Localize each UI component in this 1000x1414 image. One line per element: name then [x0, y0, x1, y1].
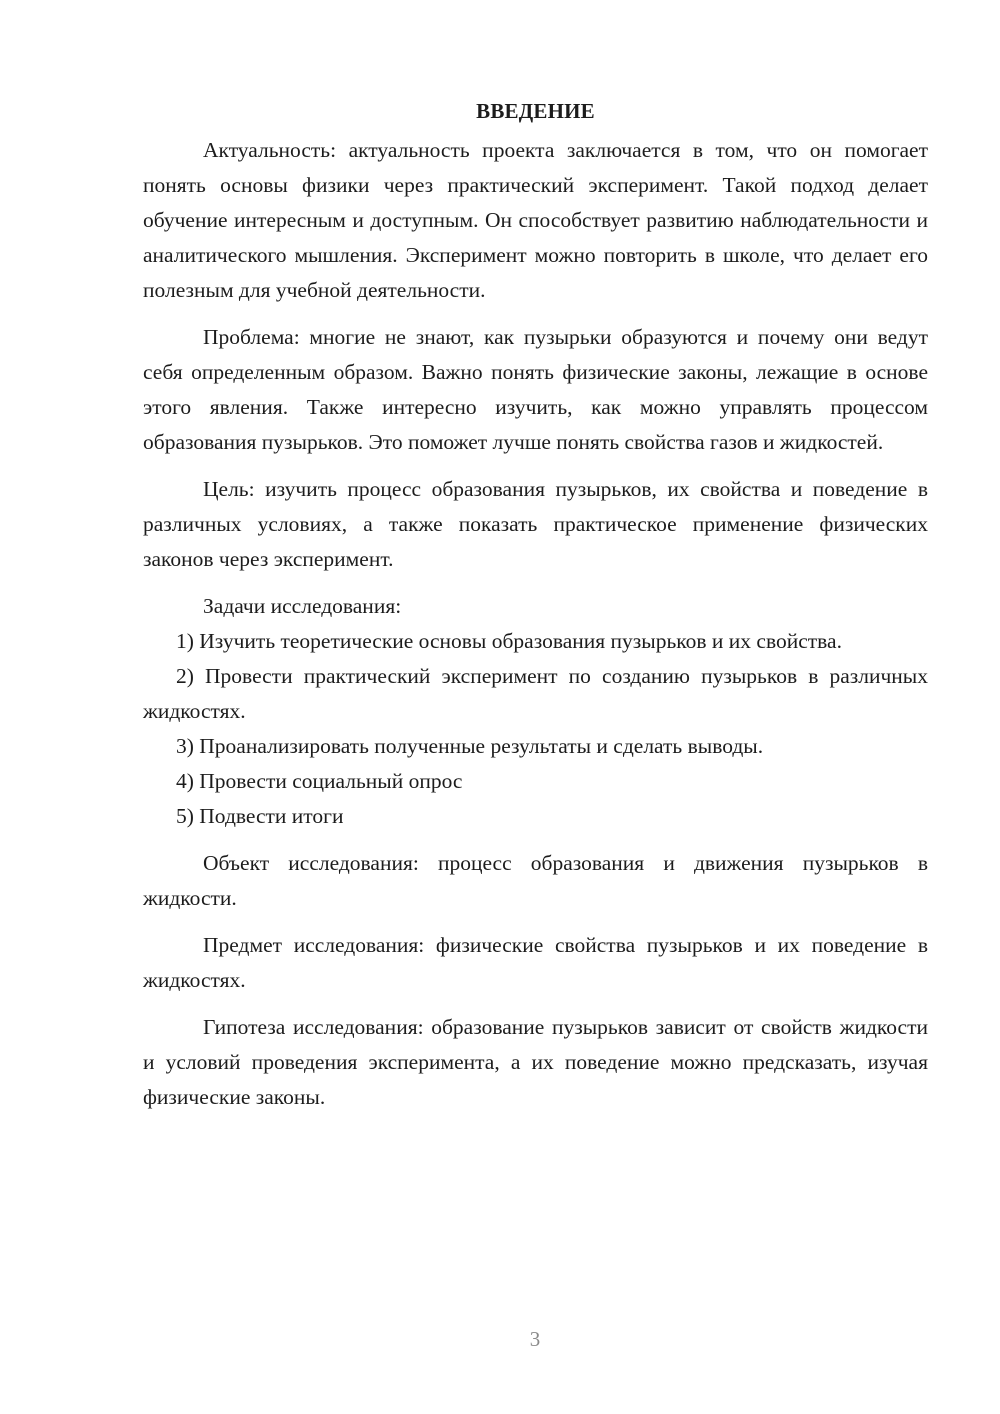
- paragraph-object: Объект исследования: процесс образования и движения пузырьков в жидкости.: [143, 851, 928, 910]
- tasks-list: [143, 624, 928, 834]
- list-item: 1) Изучить теоретические основы образования пузырьков и их свойства.: [176, 629, 842, 653]
- paragraph-subject: Предмет исследования: физические свойства пузырьков и их поведение в жидкостях.: [143, 933, 928, 992]
- paragraph-hypothesis: Гипотеза исследования: образование пузырьков зависит от свойств жидкости и условий проведения эксперимента, а их поведение можно предсказать, изучая физические законы.: [143, 1015, 928, 1109]
- list-item: 5) Подвести итоги: [176, 804, 344, 828]
- page-number: 3: [529, 1327, 541, 1351]
- list-item: 2) Провести практический эксперимент по созданию пузырьков в различных жидкостях.: [143, 664, 928, 723]
- page-title: ВВЕДЕНИЕ: [476, 99, 595, 123]
- paragraph-relevance: Актуальность: актуальность проекта заключается в том, что он помогает понять основы физики через практический эксперимент. Такой подход делает обучение интересным и доступным. Он способствует развитию наблюдательности и аналитического мышления. Эксперимент можно повторить в школе, что делает его полезным для учебной деятельности.: [143, 138, 928, 302]
- paragraph-goal: Цель: изучить процесс образования пузырьков, их свойства и поведение в различных условиях, а также показать практическое применение физических законов через эксперимент.: [143, 477, 928, 571]
- list-item: 3) Проанализировать полученные результаты и сделать выводы.: [176, 734, 764, 758]
- page-content: [143, 93, 928, 1115]
- tasks-heading: Задачи исследования:: [203, 594, 402, 618]
- list-item: 4) Провести социальный опрос: [176, 769, 463, 793]
- paragraph-problem: Проблема: многие не знают, как пузырьки образуются и почему они ведут себя определенным образом. Важно понять физические законы, лежащие в основе этого явления. Также интересно изучить, как можно управлять процессом образования пузырьков. Это поможет лучше понять свойства газов и жидкостей.: [143, 325, 928, 454]
